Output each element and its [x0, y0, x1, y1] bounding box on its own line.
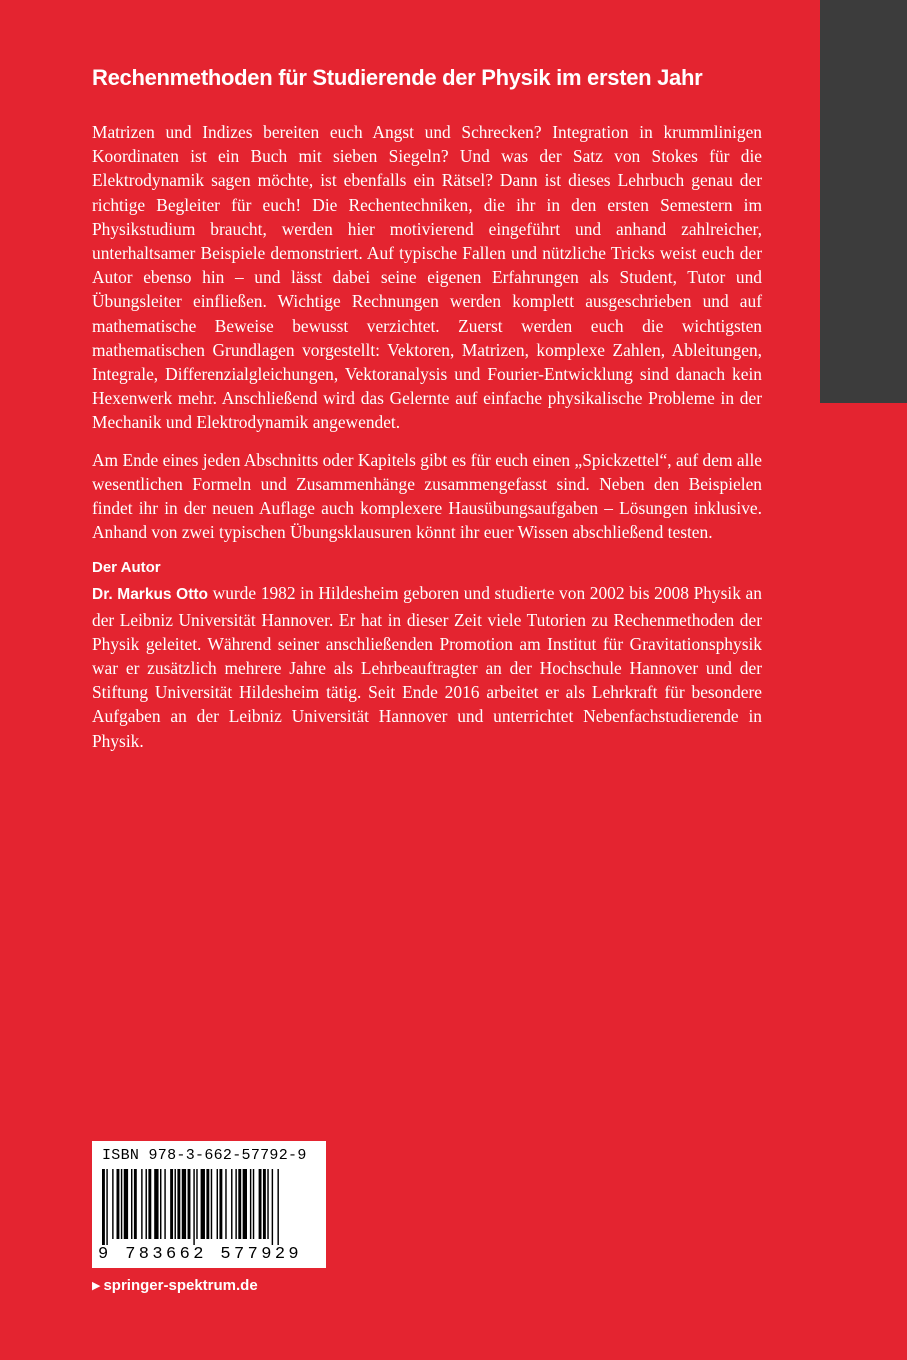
- barcode-bar: [217, 1169, 218, 1239]
- isbn-barcode-box: [92, 1141, 326, 1268]
- barcode-bar: [121, 1169, 122, 1239]
- blurb-paragraph-1: Matrizen und Indizes bereiten euch Angst und Schrecken? Integration in krummlinigen Koordinaten ist ein Buch mit sieben Siegeln? Und was der Satz von Stokes für die Elektrodynamik sagen möchte, ist ebenfalls ein Rätsel? Dann ist dieses Lehrbuch genau der richtige Begleiter für euch! Die Rechentechniken, die ihr in den ersten Semestern im Physikstudium braucht, werden hier motivierend eingeführt und anhand zahlreicher, unterhaltsamer Beispiele demonstriert. Auf typische Fallen und nützliche Tricks weist euch der Autor ebenso hin – und lässt dabei seine eigenen Erfahrungen als Student, Tutor und Übungsleiter einfließen. Wichtige Rechnungen werden komplett ausgeschrieben und auf mathematische Beweise bewusst verzichtet. Zuerst werden euch die wichtigsten mathematischen Grundlagen vorgestellt: Vektoren, Matrizen, komplexe Zahlen, Ableitungen, Integrale, Differenzialgleichungen, Vektoranalysis und Fourier-Entwicklung sind danach kein Hexenwerk mehr. Anschließend wird das Gelernte auf einfache physikalische Probleme in der Mechanik und Elektrodynamik angewendet.: [92, 122, 762, 433]
- barcode-bar: [148, 1169, 151, 1239]
- barcode-digits: 9 783662 577929: [98, 1245, 303, 1264]
- barcode-bar: [146, 1169, 147, 1239]
- barcode-bar: [177, 1169, 180, 1239]
- barcode-bar: [196, 1169, 197, 1239]
- barcode-bar: [243, 1169, 247, 1239]
- barcode-bar: [277, 1169, 278, 1245]
- barcode-bar: [250, 1169, 251, 1239]
- barcode-bar: [263, 1169, 266, 1239]
- author-heading: Der Autor: [92, 559, 161, 577]
- barcode-bar: [193, 1169, 194, 1245]
- barcode-bar: [134, 1169, 137, 1239]
- barcode-bar: [117, 1169, 120, 1239]
- barcode-bar: [106, 1169, 107, 1245]
- barcode-bar: [175, 1169, 176, 1239]
- barcode-bar: [102, 1169, 105, 1245]
- barcode-bar: [206, 1169, 209, 1239]
- barcode-bar: [170, 1169, 173, 1239]
- barcode-bar: [124, 1169, 128, 1239]
- barcode-bar: [201, 1169, 205, 1239]
- publisher-website[interactable]: [92, 1276, 258, 1296]
- barcode-bar: [182, 1169, 186, 1239]
- blurb-text: [92, 120, 762, 753]
- barcode-bar: [231, 1169, 232, 1239]
- author-bio: [92, 581, 762, 752]
- author-name: Dr. Markus Otto: [92, 586, 208, 604]
- website-label: springer-spektrum.de: [103, 1277, 258, 1294]
- barcode-bar: [131, 1169, 132, 1239]
- barcode-bar: [154, 1169, 158, 1239]
- gray-side-bar: [820, 0, 907, 403]
- blurb-paragraph-2: Am Ende eines jeden Abschnitts oder Kapitels gibt es für euch einen „Spickzettel“, auf dem alle wesentlichen Formeln und Zusammenhänge zusammengefasst sind. Neben den Beispielen findet ihr in der neuen Auflage auch komplexere Hausübungsaufgaben – Lösungen inklusive. Anhand von zwei typischen Übungsklausuren könnt ihr euer Wissen abschließend testen.: [92, 449, 762, 543]
- barcode-bar: [141, 1169, 142, 1239]
- author-bio-text: wurde 1982 in Hildesheim geboren und studierte von 2002 bis 2008 Physik an der Leibniz Universität Hannover. Er hat in dieser Zeit viele Tutorien zu Rechenmethoden der Physik geleitet. Während seiner anschließenden Promotion am Institut für Gravitationsphysik war er zusätzlich mehrere Jahre als Lehrbeauftragter an der Hochschule Hannover und der Stiftung Universität Hildesheim tätig. Seit Ende 2016 arbeitet er als Lehrkraft für besondere Aufgaben an der Leibniz Universität Hannover und unterrichtet Nebenfachstudierende in Physik.: [92, 583, 762, 751]
- barcode-bar: [267, 1169, 268, 1239]
- barcode-bar: [112, 1169, 113, 1239]
- barcode: [98, 1169, 320, 1245]
- barcode-bar: [235, 1169, 236, 1239]
- barcode-bar: [211, 1169, 212, 1239]
- isbn-label: ISBN 978-3-662-57792-9: [102, 1147, 307, 1164]
- barcode-bar: [253, 1169, 254, 1239]
- barcode-bar: [238, 1169, 241, 1239]
- barcode-bar: [164, 1169, 165, 1239]
- triangle-right-icon: ▶: [92, 1280, 101, 1292]
- book-subtitle: Rechenmethoden für Studierende der Physik im ersten Jahr: [92, 65, 703, 90]
- barcode-bar: [225, 1169, 226, 1239]
- barcode-bar: [188, 1169, 191, 1239]
- barcode-bar: [160, 1169, 161, 1239]
- barcode-bar: [219, 1169, 222, 1239]
- barcode-bar: [259, 1169, 262, 1239]
- barcode-bar: [272, 1169, 273, 1245]
